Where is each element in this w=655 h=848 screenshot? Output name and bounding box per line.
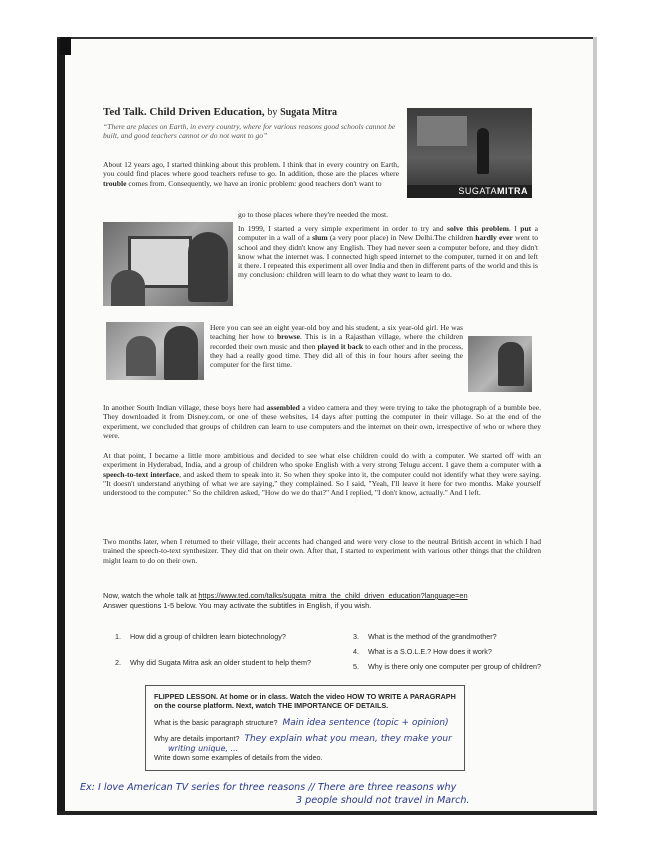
paragraph-2: In 1999, I started a very simple experiment in order to try and solve this problem. I put a computer in a wall of a slum (a very poor place) in New Delhi.The children hardly ever went to school and they didn't know any English. They had never seen a computer before, and they didn't know what the internet was. I connected high speed internet to the computer, turned it on and left it there. I repeated this experiment all over India and then in different parts of the world and this is my conclusion: children will learn to do what they want to learn to do.: [238, 224, 538, 280]
child-figure: [188, 232, 228, 302]
paragraph-4: In another South Indian village, these boys here had assembled a video camera and they were trying to take the photograph of a bumble bee. They downloaded it from Disney.com, or one of these websites, 14 days after putting the computer in their village. So at the end of the experiment, we concluded that groups of children can learn to use computers and the internet on their own, irrespective of who or where they were.: [103, 403, 541, 440]
title-text: Ted Talk. Child Driven Education,: [103, 106, 265, 118]
photo-banner: [407, 185, 532, 198]
scan-edge-left: [57, 37, 65, 815]
article-title: [103, 106, 337, 118]
ted-talk-link[interactable]: https://www.ted.com/talks/sugata_mitra_the_child_driven_education?language=en: [198, 591, 468, 600]
boy-girl-photo: [106, 322, 204, 380]
child-figure-5: [498, 342, 524, 386]
children-computer-photo: [103, 222, 233, 306]
watch-line-2: Answer questions 1-5 below. You may activate the subtitles in English, if you wish.: [103, 600, 372, 610]
stage-screen: [417, 116, 467, 146]
banner-first: SUGATA: [458, 186, 497, 196]
watch-prefix: Now, watch the whole talk at: [103, 591, 199, 600]
paragraph-6: Two months later, when I returned to their village, their accents had changed and were very close to the neutral British accent in which I had trained the speech-to-text synthesizer. They did that on their own. After that, I started to experiment with various other things that the children might learn to do on their own.: [103, 537, 541, 565]
scan-edge-top: [57, 37, 597, 39]
title-author: Sugata Mitra: [280, 107, 338, 118]
child-figure-2: [111, 270, 145, 306]
paragraph-5: At that point, I became a little more ambitious and decided to see what else children could do with a computer. We started off with an experiment in Hyderabad, India, and a group of children who spoke English with a very strong Telugu accent. I gave them a computer with a speech-to-text interface, and asked them to speak into it. So when they spoke into it, the computer could not identify what they were saying. "It doesn't understand anything of what we are saying," they complained. So I said, "Yeah, I'll leave it here for two months. Make yourself understood to the computer." So the children asked, "How do we do that?" And I replied, "I don't know, actually." And I left.: [103, 451, 541, 498]
intro-quote: “There are places on Earth, in every country, where for various reasons good schools cannot be built, and good teachers cannot or do not want to go”: [103, 122, 396, 141]
handwritten-answer-2: They explain what you mean, they make your: [244, 734, 452, 744]
handwritten-answer-2b: writing unique, ...: [168, 744, 239, 753]
flipped-lesson-box: [145, 685, 465, 771]
village-children-photo: [468, 336, 532, 392]
child-figure-3: [126, 336, 156, 376]
child-figure-4: [164, 326, 198, 380]
speaker-figure: [477, 128, 489, 174]
handwritten-example-line-1: Ex: I love American TV series for three reasons // There are three reasons why: [80, 782, 457, 793]
title-by: by: [267, 107, 278, 118]
paragraph-3: Here you can see an eight year-old boy and his student, a six year-old girl. He was teaching her how to browse. This is in a Rajasthan village, where the children recorded their own music and then played it back to each other and in the process, they had a really good time. They did all of this in four hours after seeing the computer for the first time.: [210, 323, 464, 370]
paragraph-1-continued: go to those places where they're needed the most.: [238, 210, 389, 219]
scan-edge-bottom: [57, 811, 597, 815]
sugata-mitra-photo: [407, 108, 532, 198]
handwritten-answer-1: Main idea sentence (topic + opinion): [282, 718, 449, 728]
details-line: Why are details important? They explain what you mean, they make your: [154, 734, 452, 744]
scan-mark: [60, 37, 71, 55]
paragraph-structure-line: What is the basic paragraph structure? Main idea sentence (topic + opinion): [154, 718, 449, 728]
scan-edge-right: [593, 37, 597, 815]
examples-line: Write down some examples of details from the video.: [154, 753, 323, 762]
details-line-2: [154, 744, 238, 753]
handwritten-example-line-2: 3 people should not travel in March.: [296, 795, 470, 806]
banner-last: MITRA: [497, 186, 528, 196]
flipped-heading: FLIPPED LESSON. At home or in class. Watch the video HOW TO WRITE A PARAGRAPH on the course platform. Next, watch THE IMPORTANCE OF DETAILS.: [154, 692, 456, 711]
watch-instructions: [103, 591, 543, 610]
paragraph-1: About 12 years ago, I started thinking about this problem. I think that in every country on Earth, you could find places where good teachers refuse to go. In addition, those are the places where trouble comes from. Consequently, we have an ironic problem: good teachers don't want to: [103, 160, 399, 188]
